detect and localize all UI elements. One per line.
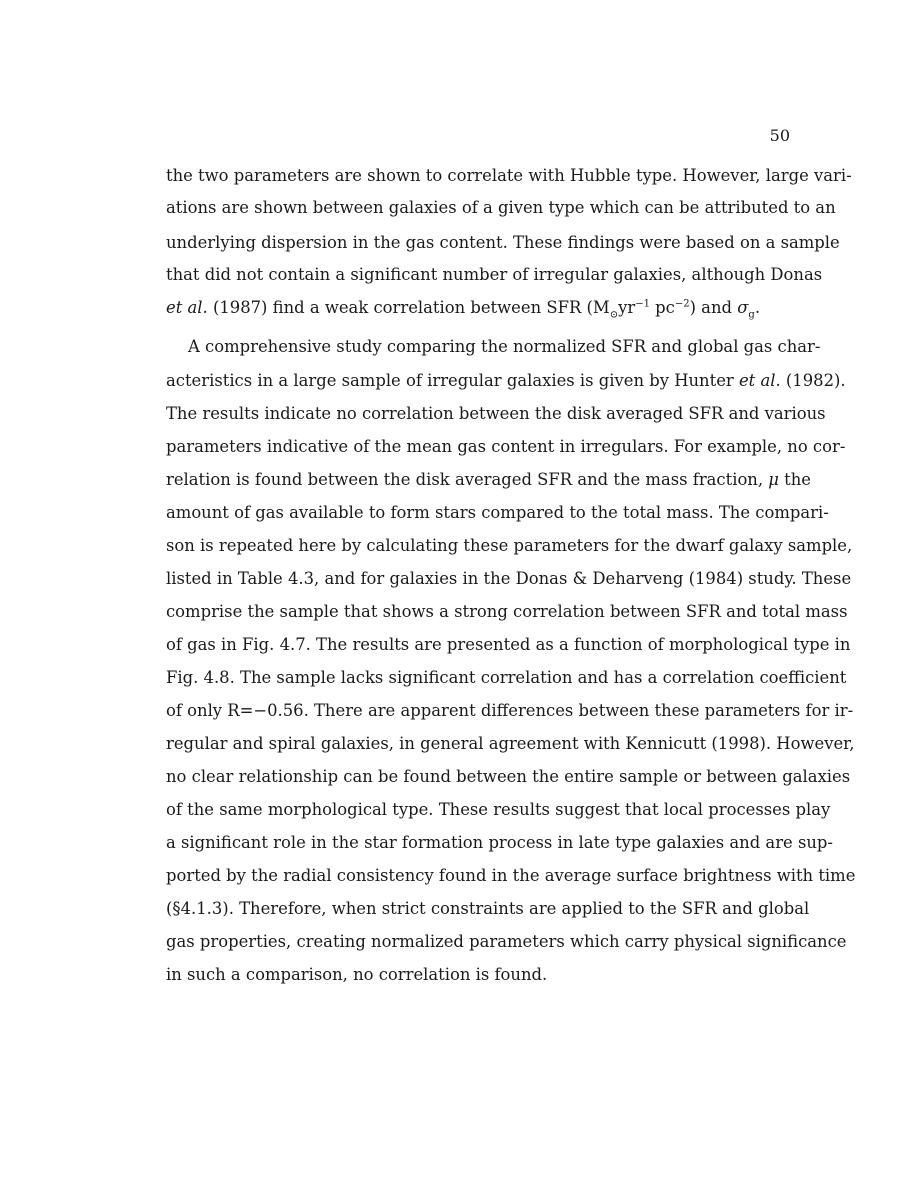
text-fragment: .: [754, 298, 761, 317]
text-line: ported by the radial consistency found in the average surface brightness with time: [166, 866, 856, 885]
text-line: of only R=−0.56. There are apparent differences between these parameters for ir-: [166, 701, 854, 720]
text-line: ations are shown between galaxies of a given type which can be attributed to an: [166, 198, 836, 217]
text-line: underlying dispersion in the gas content. These findings were based on a sample: [166, 233, 840, 252]
text-line: of gas in Fig. 4.7. The results are presented as a function of morphological type in: [166, 635, 851, 654]
text-line: regular and spiral galaxies, in general agreement with Kennicutt (1998). However,: [166, 734, 855, 753]
text-line: listed in Table 4.3, and for galaxies in the Donas & Deharveng (1984) study. These: [166, 569, 852, 588]
text-fragment: (1982).: [780, 371, 846, 390]
text-line: amount of gas available to form stars compared to the total mass. The compari-: [166, 503, 829, 522]
text-line: that did not contain a significant number of irregular galaxies, although Donas: [166, 265, 823, 284]
text-line: (§4.1.3). Therefore, when strict constraints are applied to the SFR and global: [166, 899, 810, 918]
text-line: of the same morphological type. These results suggest that local processes play: [166, 800, 831, 819]
text-line: the two parameters are shown to correlate with Hubble type. However, large vari-: [166, 166, 852, 185]
et-al-citation: et al.: [738, 371, 781, 390]
mu-symbol: μ: [768, 470, 779, 489]
text-line: son is repeated here by calculating these parameters for the dwarf galaxy sample,: [166, 536, 853, 555]
text-line: gas properties, creating normalized parameters which carry physical significance: [166, 932, 847, 951]
text-line: [166, 469, 812, 491]
subscript: g: [748, 309, 755, 321]
text-line: a significant role in the star formation process in late type galaxies and are sup-: [166, 833, 833, 852]
sigma-symbol: σ: [737, 298, 749, 317]
et-al-citation: et al.: [166, 298, 208, 317]
text-line: no clear relationship can be found between the entire sample or between galaxies: [166, 767, 851, 786]
text-fragment: ) and: [689, 298, 738, 317]
text-line: [166, 370, 846, 392]
text-fragment: pc: [649, 298, 675, 317]
text-line: comprise the sample that shows a strong correlation between SFR and total mass: [166, 602, 848, 621]
text-fragment: (1987) find a weak correlation between SFR (M: [207, 298, 610, 317]
text-line: The results indicate no correlation between the disk averaged SFR and various: [166, 404, 826, 423]
text-line: parameters indicative of the mean gas content in irregulars. For example, no cor-: [166, 437, 846, 456]
exponent: −1: [635, 298, 650, 310]
text-line: Fig. 4.8. The sample lacks significant correlation and has a correlation coefficient: [166, 668, 847, 687]
text-fragment: yr: [618, 298, 636, 317]
text-fragment: relation is found between the disk averaged SFR and the mass fraction,: [166, 470, 769, 489]
text-fragment: the: [778, 470, 812, 489]
text-fragment: acteristics in a large sample of irregular galaxies is given by Hunter: [166, 371, 739, 390]
sun-symbol: ⊙: [609, 309, 619, 321]
text-line: in such a comparison, no correlation is found.: [166, 965, 548, 984]
text-line: A comprehensive study comparing the normalized SFR and global gas char-: [188, 337, 821, 356]
page-number: 50: [769, 126, 790, 145]
exponent: −2: [674, 298, 690, 310]
text-line: [166, 297, 790, 319]
